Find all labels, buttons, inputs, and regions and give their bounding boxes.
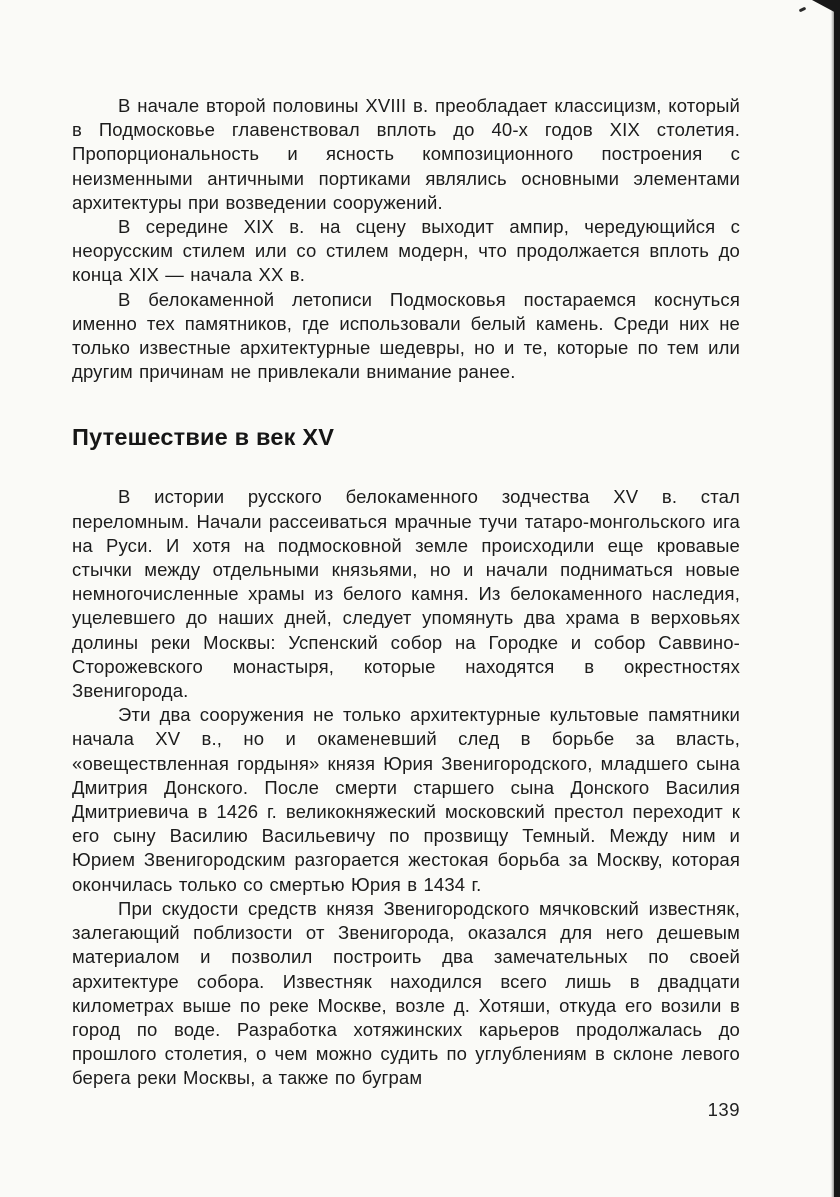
page-number: 139 (707, 1098, 740, 1120)
section-heading: Путешествие в век XV (72, 424, 335, 451)
paragraph: Эти два сооружения не только архитектурные культовые памятники начала XV в., но и окаменевший след в борьбе за власть, «овеществленная гордыня» князя Юрия Звенигородского, младшего сына Дмитрия Донского. После смерти старшего сына Донского Василия Дмитриевича в 1426 г. великокняжеский московский престол переходит к его сыну Василию Васильевичу по прозвищу Темный. Между ним и Юрием Звенигородским разгорается жестокая борьба за Москву, которая окончилась только со смертью Юрия в 1434 г. (72, 704, 740, 895)
paragraph: При скудости средств князя Звенигородского мячковский известняк, залегающий поблизости от Звенигорода, оказался для него дешевым материалом и позволил построить два замечательных по своей архитектуре собора. Известняк находился всего лишь в двадцати километрах выше по реке Москве, возле д. Хотяши, откуда его возили в город по воде. Разработка хотяжинских карьеров продолжалась до прошлого столетия, о чем можно судить по углублениям в склоне левого берега реки Москвы, а также по буграм (72, 897, 740, 1089)
paragraph: В начале второй половины XVIII в. преобладает классицизм, который в Подмосковье главенствовал вплоть до 40-х годов XIX столетия. Пропорциональность и ясность композиционного построения с неизменными античными портиками являлись основными элементами архитектуры при возведении сооружений. (72, 95, 740, 213)
scan-edge-artifact (834, 0, 840, 1197)
scan-corner-artifact (812, 0, 840, 15)
paragraph: В середине XIX в. на сцену выходит ампир, чередующийся с неорусским стилем или со стилем модерн, что продолжается вплоть до конца XIX — начала XX в. (72, 216, 740, 286)
text-block (72, 94, 740, 1121)
paragraph: В истории русского белокаменного зодчества XV в. стал переломным. Начали рассеиваться мрачные тучи татаро-монгольского ига на Руси. И хотя на подмосковной земле происходили еще кровавые стычки между отдельными князьями, но и начали подниматься новые немногочисленные храмы из белого камня. Из белокаменного наследия, уцелевшего до наших дней, следует упомянуть два храма в верховьях долины реки Москвы: Успенский собор на Городке и собор Саввино-Сторожевского монастыря, которые находятся в окрестностях Звенигорода. (72, 486, 740, 702)
scan-speck-artifact (799, 7, 807, 13)
paragraph: В белокаменной летописи Подмосковья постараемся коснуться именно тех памятников, где использовали белый камень. Среди них не только известные архитектурные шедевры, но и те, которые по тем или другим причинам не привлекали внимание ранее. (72, 288, 740, 383)
